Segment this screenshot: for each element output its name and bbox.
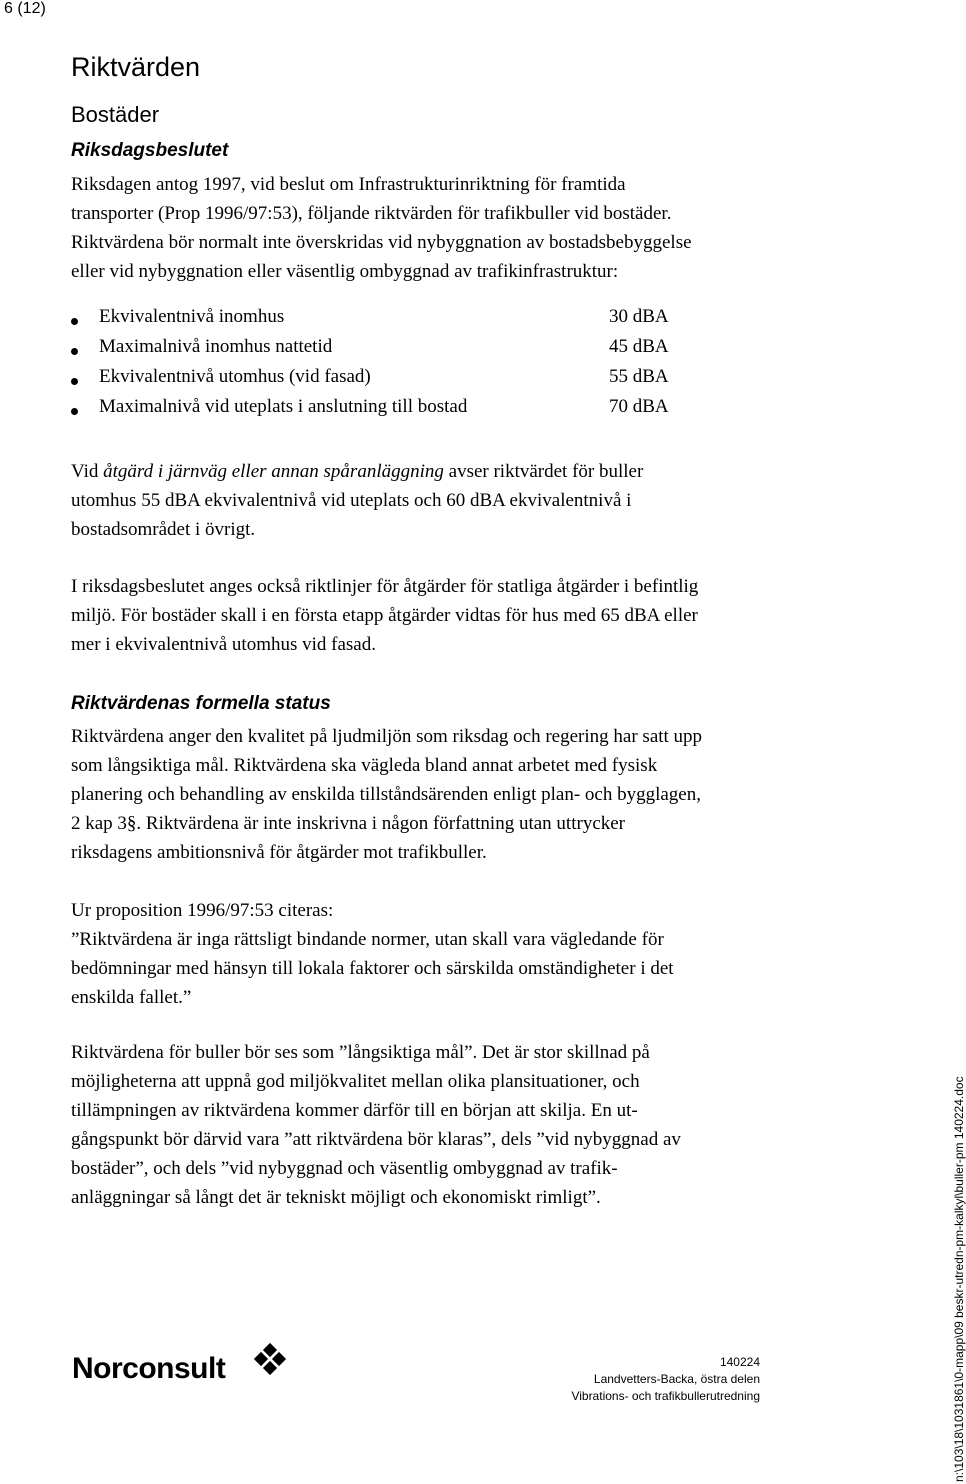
text-line: tillämpningen av riktvärdena kommer därför till en början att skilja. En ut- [71, 1100, 638, 1121]
subsection-heading-riksdagsbeslutet: Riksdagsbeslutet [71, 140, 229, 161]
rail-paragraph [71, 457, 643, 544]
subsection-heading-status: Riktvärdenas formella status [71, 693, 331, 714]
limit-value: 70 dBA [609, 396, 669, 417]
file-path-label: n:\103\18\1031861\0-mapp\09 beskr-utredn-pm-kalkyl\buller-pm 140224.doc [952, 1076, 966, 1482]
text-line: Riktvärdena anger den kvalitet på ljudmiljön som riksdag och regering har satt upp [71, 726, 703, 747]
list-item [71, 306, 711, 336]
noise-limit-list [71, 306, 711, 426]
footer-date: 140224 [719, 1355, 760, 1369]
footer-project: Landvetters-Backa, östra delen [593, 1372, 760, 1386]
limit-label: Ekvivalentnivå utomhus (vid fasad) [99, 366, 371, 387]
text-line: mer i ekvivalentnivå utomhus vid fasad. [71, 634, 376, 655]
bullet-icon [71, 408, 78, 415]
text-line: gångspunkt bör därvid vara ”att riktvärdena bör klaras”, dels ”vid nybyggnad av [71, 1129, 681, 1150]
logo-wordmark: Norconsult [72, 1352, 226, 1385]
text-line: bostadsområdet i övrigt. [71, 519, 256, 540]
text-run: avser riktvärdet för buller [443, 461, 644, 482]
text-line: utomhus 55 dBA ekvivalentnivå vid uteplats och 60 dBA ekvivalentnivå i [71, 490, 632, 511]
proposition-quote [71, 896, 674, 1012]
intro-paragraph [71, 170, 692, 286]
text-line: som långsiktiga mål. Riktvärdena ska vägleda bland annat arbetet med fysisk [71, 755, 658, 776]
bullet-icon [71, 348, 78, 355]
text-line: Riktvärdena för buller bör ses som ”långsiktiga mål”. Det är stor skillnad på [71, 1042, 650, 1063]
text-line: möjligheterna att uppnå god miljökvalitet mellan olika plansituationer, och [71, 1071, 640, 1092]
text-line: ”Riktvärdena är inga rättsligt bindande normer, utan skall vara vägledande för [71, 929, 664, 950]
text-line [71, 457, 643, 486]
page-number: 6 (12) [4, 0, 46, 17]
text-line: Riktvärdena bör normalt inte överskridas vid nybyggnation av bostadsbebyggelse [71, 232, 692, 253]
text-line: miljö. För bostäder skall i en första etapp åtgärder vidtas för hus med 65 dBA eller [71, 605, 698, 626]
text-line: bedömningar med hänsyn till lokala faktorer och särskilda omständigheter i det [71, 958, 674, 979]
text-line: Ur proposition 1996/97:53 citeras: [71, 900, 334, 921]
emphasis-text: åtgärd i järnväg eller annan spåranläggning [103, 461, 444, 482]
final-paragraph [71, 1038, 681, 1212]
limit-label: Maximalnivå vid uteplats i anslutning till bostad [99, 396, 468, 417]
text-line: planering och behandling av enskilda tillståndsärenden enligt plan- och bygglagen, [71, 784, 701, 805]
text-line: eller vid nybyggnation eller väsentlig ombyggnad av trafikinfrastruktur: [71, 261, 619, 282]
riksdag-paragraph [71, 572, 698, 659]
text-line: riksdagens ambitionsnivå för åtgärder mot trafikbuller. [71, 842, 487, 863]
text-line: enskilda fallet.” [71, 987, 192, 1008]
text-line: Riksdagen antog 1997, vid beslut om Infrastrukturinriktning för framtida [71, 174, 626, 195]
logo-diamond-icon [252, 1344, 288, 1380]
bullet-icon [71, 378, 78, 385]
text-run: Vid [71, 461, 104, 482]
list-item [71, 336, 711, 366]
footer-block [571, 1354, 760, 1405]
text-line: transporter (Prop 1996/97:53), följande riktvärden för trafikbuller vid bostäder. [71, 203, 672, 224]
text-line: bostäder”, och dels ”vid nybyggnad och väsentlig ombyggnad av trafik- [71, 1158, 618, 1179]
footer-document: Vibrations- och trafikbullerutredning [571, 1389, 760, 1403]
status-paragraph [71, 722, 702, 867]
page-title: Riktvärden [71, 52, 201, 82]
limit-label: Ekvivalentnivå inomhus [99, 306, 285, 327]
limit-value: 45 dBA [609, 336, 669, 357]
list-item [71, 366, 711, 396]
text-line: anläggningar så långt det är tekniskt möjligt och ekonomiskt rimligt”. [71, 1187, 601, 1208]
text-line: 2 kap 3§. Riktvärdena är inte inskrivna i någon författning utan uttrycker [71, 813, 626, 834]
limit-value: 30 dBA [609, 306, 669, 327]
bullet-icon [71, 318, 78, 325]
limit-value: 55 dBA [609, 366, 669, 387]
section-heading: Bostäder [71, 102, 160, 127]
limit-label: Maximalnivå inomhus nattetid [99, 336, 333, 357]
list-item [71, 396, 711, 426]
text-line: I riksdagsbeslutet anges också riktlinjer för åtgärder för statliga åtgärder i befintlig [71, 576, 699, 597]
